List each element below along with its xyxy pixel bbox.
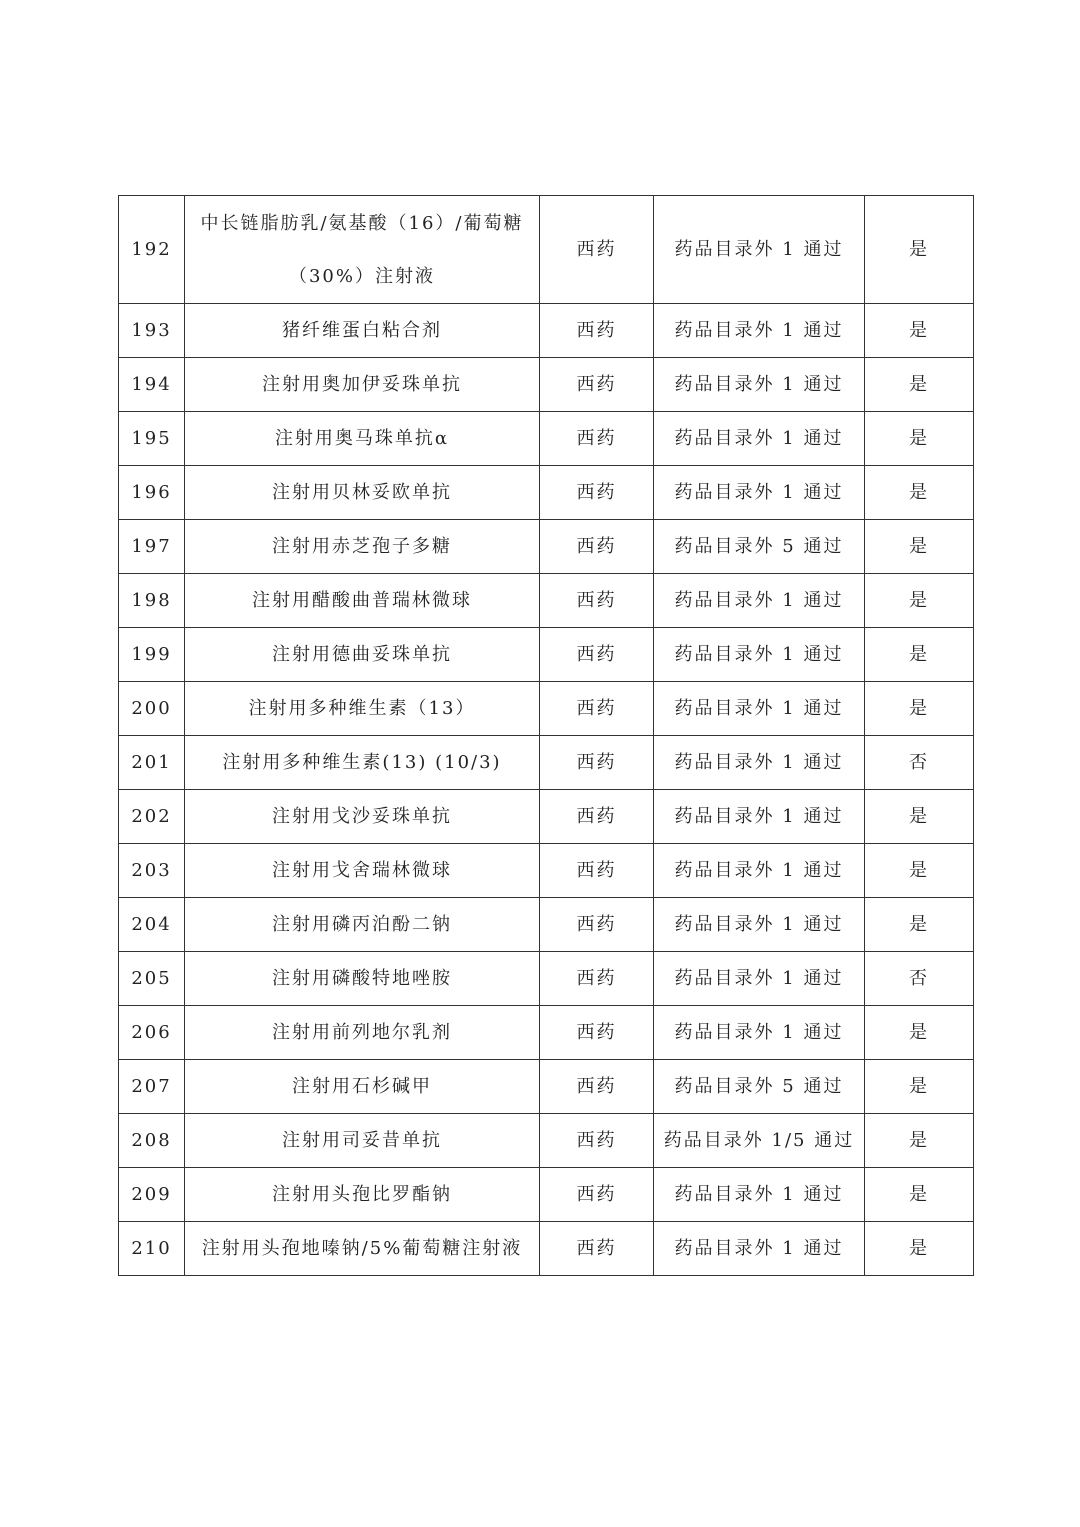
review-status: 药品目录外 1 通过 xyxy=(654,898,865,952)
yes-no-flag: 是 xyxy=(865,196,974,304)
row-number: 203 xyxy=(119,844,185,898)
table-row xyxy=(119,682,974,736)
row-number: 192 xyxy=(119,196,185,304)
drug-name: 注射用司妥昔单抗 xyxy=(185,1114,540,1168)
yes-no-flag: 是 xyxy=(865,898,974,952)
drug-category: 西药 xyxy=(540,358,654,412)
drug-category: 西药 xyxy=(540,844,654,898)
table-row xyxy=(119,358,974,412)
drug-name: 注射用德曲妥珠单抗 xyxy=(185,628,540,682)
yes-no-flag: 是 xyxy=(865,358,974,412)
yes-no-flag: 是 xyxy=(865,520,974,574)
table-row xyxy=(119,1006,974,1060)
drug-category: 西药 xyxy=(540,628,654,682)
row-number: 208 xyxy=(119,1114,185,1168)
drug-name: 注射用醋酸曲普瑞林微球 xyxy=(185,574,540,628)
table-row xyxy=(119,304,974,358)
review-status: 药品目录外 1 通过 xyxy=(654,628,865,682)
row-number: 196 xyxy=(119,466,185,520)
table-row xyxy=(119,844,974,898)
row-number: 207 xyxy=(119,1060,185,1114)
table-row xyxy=(119,1114,974,1168)
row-number: 195 xyxy=(119,412,185,466)
drug-name: 注射用前列地尔乳剂 xyxy=(185,1006,540,1060)
review-status: 药品目录外 1 通过 xyxy=(654,682,865,736)
drug-category: 西药 xyxy=(540,1114,654,1168)
review-status: 药品目录外 1 通过 xyxy=(654,790,865,844)
table-row xyxy=(119,196,974,304)
row-number: 210 xyxy=(119,1222,185,1276)
review-status: 药品目录外 1 通过 xyxy=(654,412,865,466)
drug-name: 注射用戈舍瑞林微球 xyxy=(185,844,540,898)
table-row xyxy=(119,952,974,1006)
drug-category: 西药 xyxy=(540,1222,654,1276)
drug-name: 注射用奥加伊妥珠单抗 xyxy=(185,358,540,412)
review-status: 药品目录外 1 通过 xyxy=(654,1222,865,1276)
drug-category: 西药 xyxy=(540,1168,654,1222)
row-number: 200 xyxy=(119,682,185,736)
row-number: 202 xyxy=(119,790,185,844)
review-status: 药品目录外 1 通过 xyxy=(654,952,865,1006)
review-status: 药品目录外 1 通过 xyxy=(654,196,865,304)
yes-no-flag: 是 xyxy=(865,574,974,628)
review-status: 药品目录外 1 通过 xyxy=(654,1168,865,1222)
row-number: 198 xyxy=(119,574,185,628)
table-row xyxy=(119,736,974,790)
row-number: 209 xyxy=(119,1168,185,1222)
drug-table xyxy=(118,195,974,1276)
row-number: 199 xyxy=(119,628,185,682)
drug-name: 猪纤维蛋白粘合剂 xyxy=(185,304,540,358)
yes-no-flag: 是 xyxy=(865,682,974,736)
yes-no-flag: 否 xyxy=(865,952,974,1006)
drug-name: 注射用戈沙妥珠单抗 xyxy=(185,790,540,844)
review-status: 药品目录外 1 通过 xyxy=(654,304,865,358)
row-number: 193 xyxy=(119,304,185,358)
row-number: 194 xyxy=(119,358,185,412)
drug-category: 西药 xyxy=(540,952,654,1006)
drug-category: 西药 xyxy=(540,196,654,304)
drug-name-line: （30%）注射液 xyxy=(288,265,435,287)
yes-no-flag: 是 xyxy=(865,844,974,898)
drug-name: 注射用磷酸特地唑胺 xyxy=(185,952,540,1006)
review-status: 药品目录外 1 通过 xyxy=(654,466,865,520)
drug-name: 注射用头孢比罗酯钠 xyxy=(185,1168,540,1222)
table-row xyxy=(119,1168,974,1222)
review-status: 药品目录外 5 通过 xyxy=(654,520,865,574)
drug-category: 西药 xyxy=(540,304,654,358)
table-row xyxy=(119,628,974,682)
row-number: 206 xyxy=(119,1006,185,1060)
drug-name xyxy=(185,196,540,304)
table-row xyxy=(119,898,974,952)
drug-category: 西药 xyxy=(540,790,654,844)
yes-no-flag: 是 xyxy=(865,1168,974,1222)
drug-name: 注射用磷丙泊酚二钠 xyxy=(185,898,540,952)
table-row xyxy=(119,412,974,466)
table-row xyxy=(119,1222,974,1276)
drug-category: 西药 xyxy=(540,736,654,790)
yes-no-flag: 是 xyxy=(865,1060,974,1114)
review-status: 药品目录外 5 通过 xyxy=(654,1060,865,1114)
yes-no-flag: 是 xyxy=(865,466,974,520)
drug-category: 西药 xyxy=(540,1006,654,1060)
drug-category: 西药 xyxy=(540,898,654,952)
drug-name: 注射用石杉碱甲 xyxy=(185,1060,540,1114)
drug-name: 注射用多种维生素(13) (10/3) xyxy=(185,736,540,790)
yes-no-flag: 是 xyxy=(865,1114,974,1168)
row-number: 197 xyxy=(119,520,185,574)
drug-name: 注射用头孢地嗪钠/5%葡萄糖注射液 xyxy=(185,1222,540,1276)
drug-name: 注射用多种维生素（13） xyxy=(185,682,540,736)
yes-no-flag: 是 xyxy=(865,790,974,844)
table-row xyxy=(119,520,974,574)
drug-name: 注射用贝林妥欧单抗 xyxy=(185,466,540,520)
yes-no-flag: 否 xyxy=(865,736,974,790)
review-status: 药品目录外 1 通过 xyxy=(654,574,865,628)
table-row xyxy=(119,790,974,844)
drug-name: 注射用赤芝孢子多糖 xyxy=(185,520,540,574)
drug-category: 西药 xyxy=(540,574,654,628)
drug-category: 西药 xyxy=(540,466,654,520)
drug-name-line: 中长链脂肪乳/氨基酸（16）/葡萄糖 xyxy=(200,212,524,234)
row-number: 204 xyxy=(119,898,185,952)
yes-no-flag: 是 xyxy=(865,304,974,358)
drug-category: 西药 xyxy=(540,520,654,574)
row-number: 201 xyxy=(119,736,185,790)
drug-name: 注射用奥马珠单抗α xyxy=(185,412,540,466)
drug-category: 西药 xyxy=(540,1060,654,1114)
table-row xyxy=(119,574,974,628)
yes-no-flag: 是 xyxy=(865,412,974,466)
yes-no-flag: 是 xyxy=(865,628,974,682)
review-status: 药品目录外 1 通过 xyxy=(654,358,865,412)
row-number: 205 xyxy=(119,952,185,1006)
review-status: 药品目录外 1 通过 xyxy=(654,844,865,898)
drug-category: 西药 xyxy=(540,412,654,466)
table-row xyxy=(119,1060,974,1114)
yes-no-flag: 是 xyxy=(865,1222,974,1276)
drug-category: 西药 xyxy=(540,682,654,736)
table-row xyxy=(119,466,974,520)
review-status: 药品目录外 1/5 通过 xyxy=(654,1114,865,1168)
yes-no-flag: 是 xyxy=(865,1006,974,1060)
review-status: 药品目录外 1 通过 xyxy=(654,736,865,790)
review-status: 药品目录外 1 通过 xyxy=(654,1006,865,1060)
